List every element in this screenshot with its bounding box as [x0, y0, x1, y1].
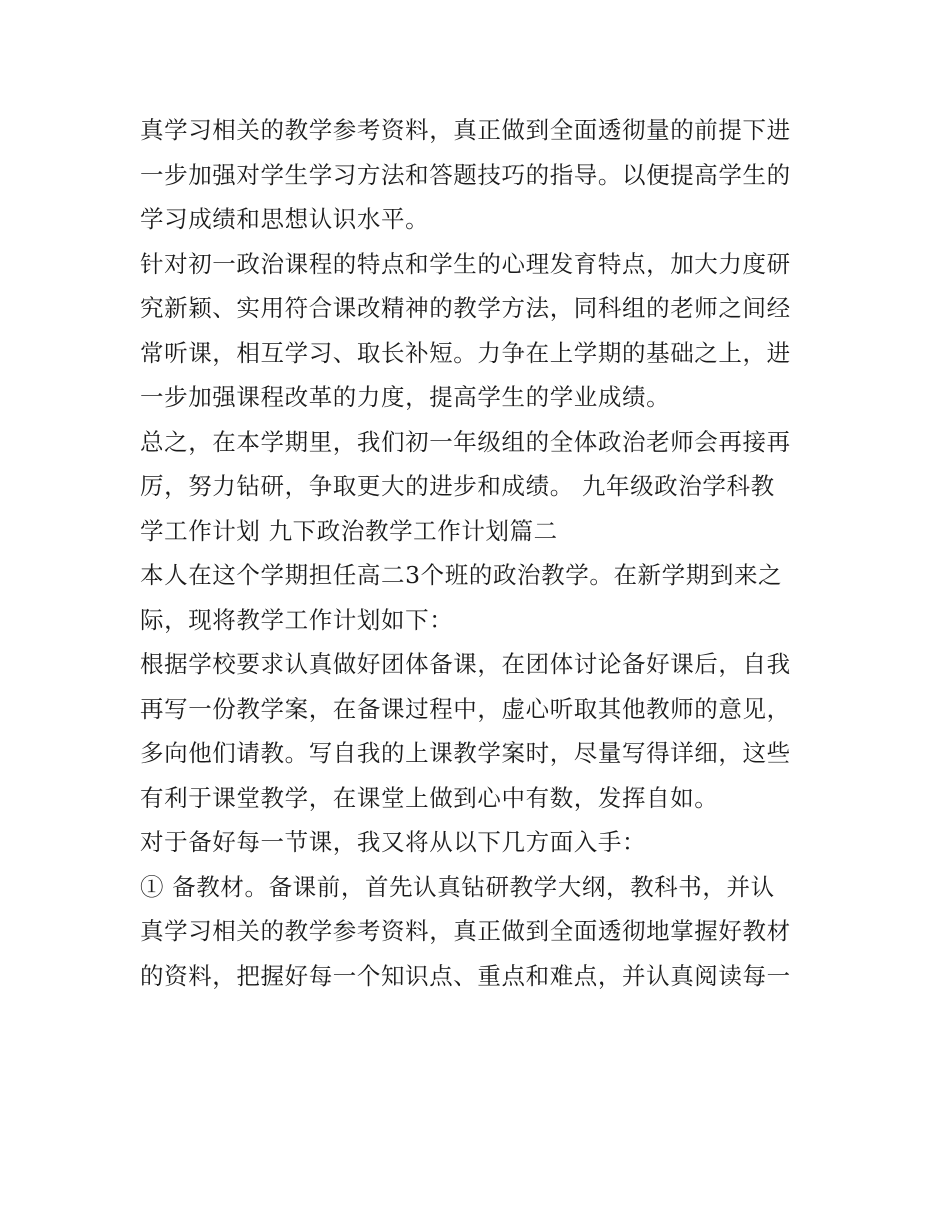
text-line: 真学习相关的教学参考资料，真正做到全面透彻地掌握好教材	[140, 917, 791, 945]
text-line: 一步加强课程改革的力度，提高学生的学业成绩。	[140, 383, 671, 411]
text-line: 学工作计划 九下政治教学工作计划篇二	[140, 516, 558, 545]
text-line: 常听课，相互学习、取长补短。力争在上学期的基础之上，进	[140, 338, 791, 367]
text-line: 有利于课堂教学，在课堂上做到心中有数，发挥自如。	[140, 783, 719, 812]
text-line: 的资料，把握好每一个知识点、重点和难点，并认真阅读每一	[140, 961, 791, 990]
text-line: 本人在这个学期担任高二3个班的政治教学。在新学期到来之	[140, 561, 783, 589]
text-line: 究新颖、实用符合课改精神的教学方法，同科组的老师之间经	[140, 294, 791, 322]
text-line: ① 备教材。备课前，首先认真钻研教学大纲，教科书，并认	[140, 872, 775, 901]
text-line: 针对初一政治课程的特点和学生的心理发育特点，加大力度研	[140, 249, 791, 278]
document-body-text	[140, 108, 820, 998]
text-line: 一步加强对学生学习方法和答题技巧的指导。以便提高学生的	[140, 160, 791, 189]
text-line: 真学习相关的教学参考资料，真正做到全面透彻量的前提下进	[140, 116, 791, 144]
text-line: 再写一份教学案，在备课过程中，虚心听取其他教师的意见，	[140, 694, 791, 723]
text-line: 总之，在本学期里，我们初一年级组的全体政治老师会再接再	[140, 427, 791, 456]
text-line: 根据学校要求认真做好团体备课，在团体讨论备好课后，自我	[140, 650, 791, 678]
text-line: 际，现将教学工作计划如下：	[140, 605, 454, 634]
text-line: 学习成绩和思想认识水平。	[140, 205, 430, 233]
text-line: 对于备好每一节课，我又将从以下几方面入手：	[140, 828, 647, 856]
text-line: 厉，努力钻研，争取更大的进步和成绩。 九年级政治学科教	[140, 472, 775, 500]
text-line: 多向他们请教。写自我的上课教学案时，尽量写得详细，这些	[140, 739, 791, 767]
